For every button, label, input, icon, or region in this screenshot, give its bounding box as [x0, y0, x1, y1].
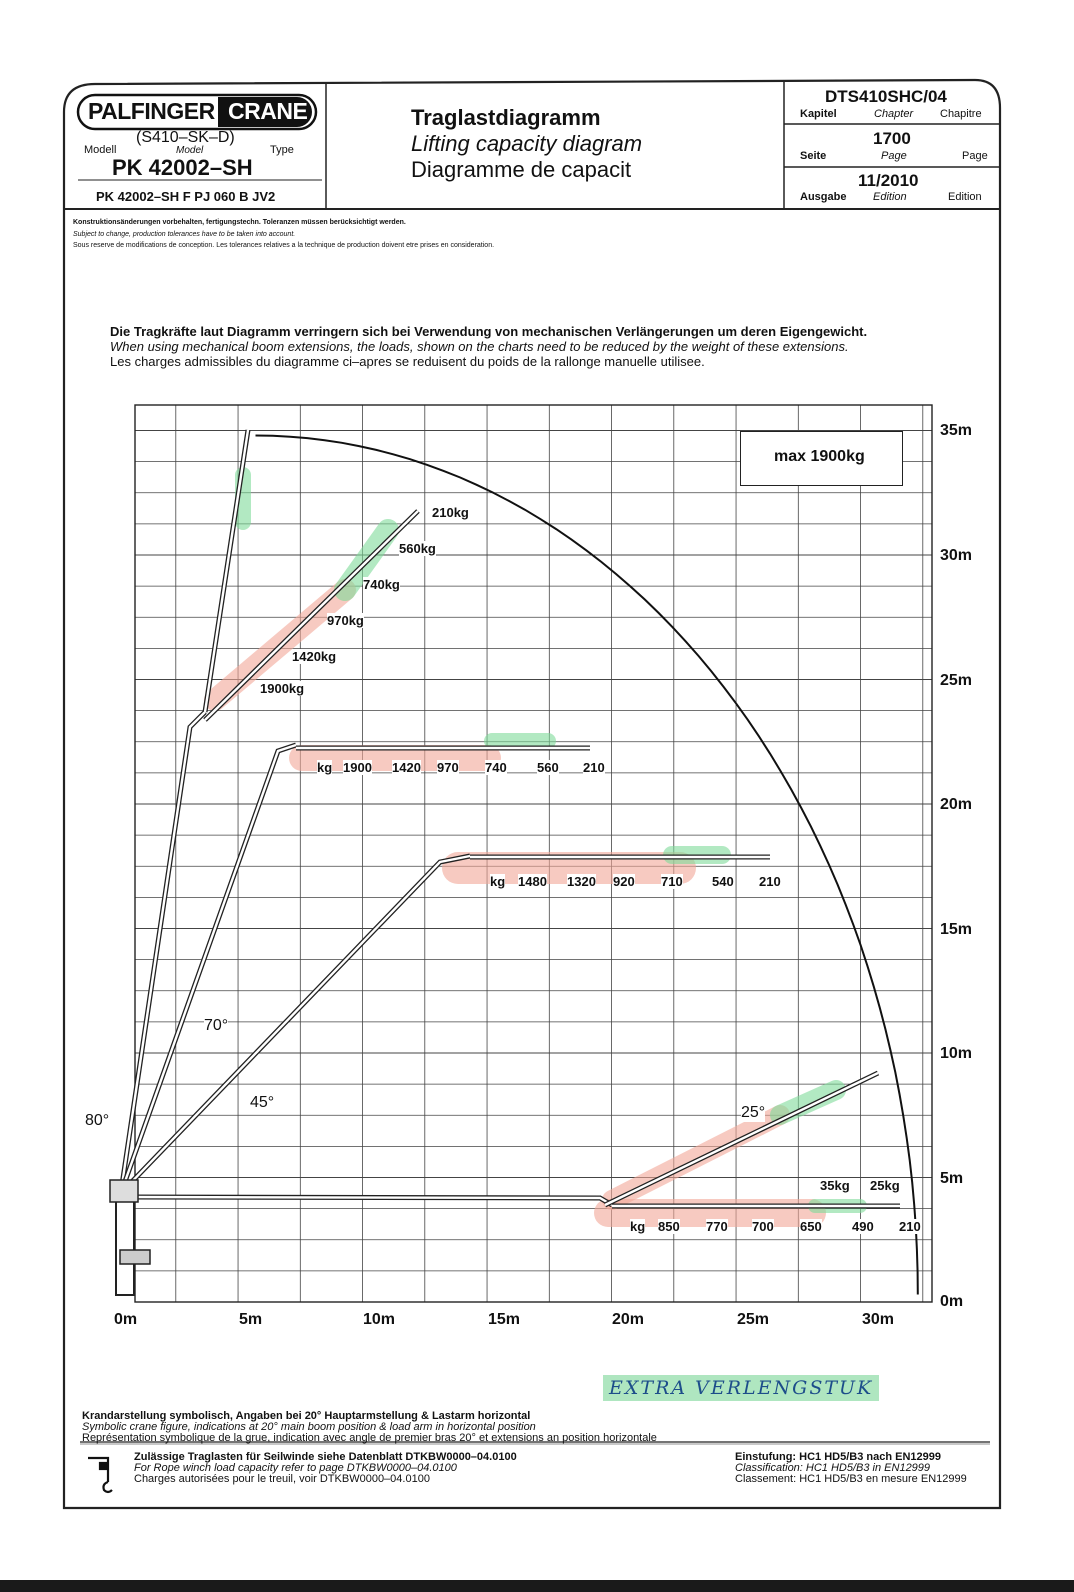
boom-45-main-outer [122, 856, 470, 1192]
load-80-560: 560kg [399, 541, 436, 556]
kapitel-label-fr: Chapitre [940, 108, 982, 120]
row-70-1420: 1420 [392, 760, 421, 775]
class-en: Classification: HC1 HD5/B3 in EN12999 [735, 1462, 931, 1474]
angle-80: 80° [85, 1112, 110, 1129]
row-0-700: 700 [752, 1219, 774, 1234]
title-de: Traglastdiagramm [411, 105, 601, 130]
ausgabe-label-de: Ausgabe [800, 191, 847, 203]
disclaimer-fr: Sous reserve de modifications de conception. Les tolerances relatives a la technique de production doivent etre prises en consideration. [73, 242, 495, 249]
load-80-210: 210kg [432, 505, 469, 520]
row-45-1480: 1480 [518, 874, 547, 889]
y-tick-10: 10m [940, 1045, 973, 1062]
x-tick-25: 25m [737, 1311, 770, 1328]
x-tick-5: 5m [239, 1311, 263, 1328]
row-0-210: 210 [899, 1219, 921, 1234]
row-45-unit: kg [490, 874, 506, 889]
y-tick-25: 25m [940, 672, 973, 689]
class-de: Einstufung: HC1 HD5/B3 nach EN12999 [735, 1451, 941, 1463]
row-0-650: 650 [800, 1219, 822, 1234]
y-tick-30: 30m [940, 547, 973, 564]
seite-label-en: Page [881, 150, 907, 162]
row-0-490: 490 [852, 1219, 874, 1234]
model-full: PK 42002–SH F PJ 060 B JV2 [96, 189, 276, 204]
model-sub: Model [176, 145, 204, 156]
row-45-210: 210 [759, 874, 781, 889]
class-fr: Classement: HC1 HD5/B3 en mesure EN12999 [735, 1473, 967, 1485]
row-70-560: 560 [537, 760, 559, 775]
winch-en: For Rope winch load capacity refer to page DTKBW0000–04.0100 [134, 1462, 457, 1474]
model-label: Modell [84, 144, 117, 156]
row-70-740: 740 [485, 760, 507, 775]
notice-en: When using mechanical boom extensions, the loads, shown on the charts need to be reduced by the weight of these extensions. [110, 339, 849, 354]
model-code: (S410–SK–D) [136, 129, 235, 146]
y-tick-35: 35m [940, 422, 973, 439]
notice-de: Die Tragkräfte laut Diagramm verringern sich bei Verwendung von mechanischen Verlängerungen um deren Eigengewicht. [110, 324, 868, 339]
ausgabe-label-en: Edition [873, 191, 907, 203]
title-fr: Diagramme de capacit [411, 157, 632, 182]
load-80-970: 970kg [327, 613, 364, 628]
boom-0-main-inner [122, 1197, 612, 1205]
row-70-1900: 1900 [343, 760, 372, 775]
max-load-box [740, 431, 903, 486]
notice-fr: Les charges admissibles du diagramme ci–apres se reduisent du poids de la rallonge manuelle utilisee. [110, 354, 705, 369]
row-70-unit: kg [317, 760, 333, 775]
load-25-35: 35kg [820, 1178, 850, 1193]
row-70-970: 970 [437, 760, 459, 775]
seite-label-de: Seite [800, 150, 827, 162]
angle-25: 25° [741, 1104, 766, 1121]
capacity-chart [110, 405, 932, 1302]
x-tick-30: 30m [862, 1311, 895, 1328]
winch-de: Zulässige Traglasten für Seilwinde siehe Datenblatt DTKBW0000–04.0100 [134, 1451, 517, 1463]
crane-hook-icon [88, 1458, 112, 1492]
x-tick-10: 10m [363, 1311, 396, 1328]
crane-column [116, 1195, 134, 1295]
load-25-25: 25kg [870, 1178, 900, 1193]
load-80-1900: 1900kg [260, 681, 305, 696]
load-80-740: 740kg [363, 577, 400, 592]
row-0-770: 770 [706, 1219, 728, 1234]
row-45-710: 710 [661, 874, 683, 889]
row-0-unit: kg [630, 1219, 646, 1234]
boom-70-main-outer [122, 745, 296, 1190]
edition-value: 11/2010 [858, 171, 919, 190]
winch-fr: Charges autorisées pour le treuil, voir DTKBW0000–04.0100 [134, 1473, 430, 1485]
kapitel-label-de: Kapitel [800, 108, 837, 120]
row-45-540: 540 [712, 874, 734, 889]
crane-note-fr: Représentation symbolique de la grue, indication avec angle de premier bras 20° et extensions an position horizontale [82, 1432, 657, 1444]
handwritten-note: EXTRA VERLENGSTUK [603, 1375, 879, 1401]
x-tick-0: 0m [114, 1311, 138, 1328]
crane-base [120, 1250, 150, 1264]
ausgabe-label-fr: Edition [948, 191, 982, 203]
row-70-210: 210 [583, 760, 605, 775]
page-value: 1700 [873, 129, 911, 148]
highlight-25-green [780, 1090, 836, 1115]
x-tick-15: 15m [488, 1311, 521, 1328]
angle-45: 45° [250, 1094, 275, 1111]
crane-note-en: Symbolic crane figure, indications at 20° main boom position & load arm in horizontal position [82, 1421, 536, 1433]
row-45-920: 920 [613, 874, 635, 889]
max-load-label: max 1900kg [774, 448, 865, 465]
crane-note-de: Krandarstellung symbolisch, Angaben bei 20° Hauptarmstellung & Lastarm horizontal [82, 1410, 531, 1422]
bottom-edge [0, 1580, 1074, 1592]
sheet-frame [64, 80, 1000, 1508]
y-tick-0: 0m [940, 1293, 964, 1310]
angle-70: 70° [204, 1017, 229, 1034]
x-tick-20: 20m [612, 1311, 645, 1328]
model-name: PK 42002–SH [112, 155, 253, 180]
crane-slewing-head [110, 1180, 138, 1202]
load-80-1420: 1420kg [292, 649, 337, 664]
brand-suffix: CRANE [228, 98, 308, 124]
boom-80-jib-inner [205, 511, 418, 720]
disclaimer-en: Subject to change, production tolerances have to be taken into account. [73, 231, 296, 238]
seite-label-fr: Page [962, 150, 988, 162]
y-tick-15: 15m [940, 921, 973, 938]
y-tick-5: 5m [940, 1170, 964, 1187]
row-45-1320: 1320 [567, 874, 596, 889]
boom-45-main-inner [122, 856, 470, 1192]
disclaimer-de: Konstruktionsänderungen vorbehalten, fertigungstechn. Toleranzen müssen berücksichtigt werden. [73, 219, 406, 226]
row-0-850: 850 [658, 1219, 680, 1234]
y-tick-20: 20m [940, 796, 973, 813]
type-label: Type [270, 144, 294, 156]
brand-name: PALFINGER [88, 98, 215, 124]
doc-code: DTS410SHC/04 [825, 87, 947, 106]
kapitel-label-en: Chapter [874, 108, 914, 120]
title-en: Lifting capacity diagram [411, 131, 643, 156]
